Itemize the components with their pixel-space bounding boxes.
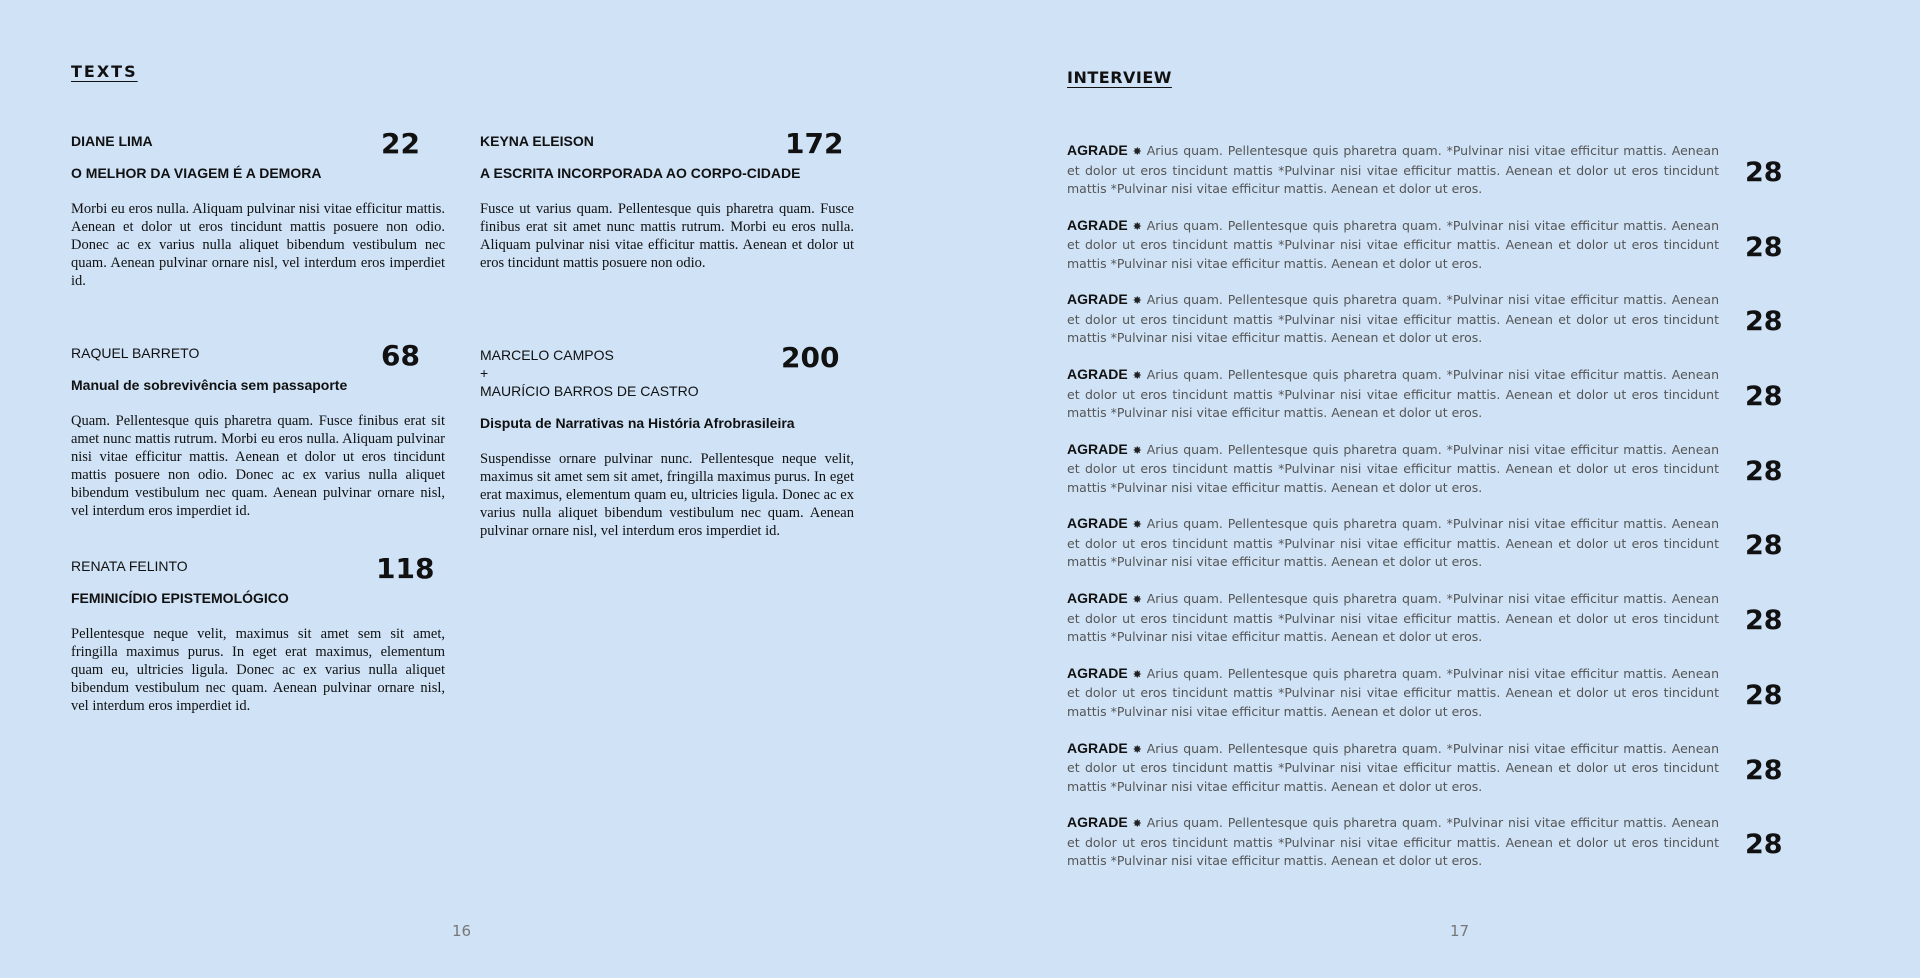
interview-excerpt: Arius quam. Pellentesque quis pharetra quam. *Pulvinar nisi vitae efficitur mattis. Aenean et dolor ut eros tincidunt mattis *Pulvinar nisi vitae efficitur mattis. Aenean et dolor ut eros tincidunt mattis *Pulvinar nisi vitae efficitur mattis. Aenean et dolor ut eros. [1067,292,1720,346]
entry-body: Suspendisse ornare pulvinar nunc. Pellentesque neque velit, maximus sit amet sem sit amet, fringilla maximus purus. In eget erat maximus, elementum quam eu, ultricies ligula. Donec ac ex varius nulla aliquet bibendum vestibulum nec quam. Aenean pulvinar ornare nisl, vel interdum eros imperdiet id. [480,451,854,539]
asterisk-icon: ✸ [1132,593,1142,607]
interview-list [1067,141,1787,888]
entry-author: MARCELO CAMPOS [480,347,614,363]
entry-author-secondary: MAURÍCIO BARROS DE CASTRO [480,383,699,399]
interview-text [1067,290,1719,348]
interview-page-number: 28 [1745,306,1783,338]
text-entry [71,339,445,520]
interview-page-number: 28 [1745,829,1783,861]
entry-body: Pellentesque neque velit, maximus sit amet sem sit amet, fringilla maximus purus. In eget erat maximus, elementum quam eu, ultricies ligula. Donec ac ex varius nulla aliquet bibendum vestibulum nec quam. Aenean pulvinar ornare nisl, vel interdum eros imperdiet id. [71,626,445,714]
entry-page-number: 118 [376,552,435,585]
page-number: 17 [1450,922,1470,940]
interview-label: AGRADE [1067,440,1128,457]
entry-body: Morbi eu eros nulla. Aliquam pulvinar nisi vitae efficitur mattis. Aenean et dolor ut eros tincidunt mattis posuere non odio. Donec ac ex varius nulla aliquet bibendum vestibulum nec quam. Aenean pulvinar ornare nisl, vel interdum eros imperdiet id. [71,201,445,289]
interview-page-number: 28 [1745,157,1783,188]
asterisk-icon: ✸ [1132,219,1142,233]
interview-item [1067,813,1787,888]
entry-body: Fusce ut varius quam. Pellentesque quis pharetra quam. Fusce finibus erat sit amet nunc mattis rutrum. Morbi eu eros nulla. Aliquam pulvinar nisi vitae efficitur mattis. Aenean et dolor ut eros tincidunt mattis posuere non odio. [480,201,854,271]
interview-text [1067,216,1719,274]
page-number: 16 [452,922,472,940]
entry-page-number: 172 [785,127,844,160]
interview-page-number: 28 [1745,455,1783,487]
entry-author-join: + [480,365,489,381]
asterisk-icon: ✸ [1132,369,1142,383]
entry-title: A ESCRITA INCORPORADA AO CORPO-CIDADE [480,165,801,181]
interview-excerpt: Arius quam. Pellentesque quis pharetra quam. *Pulvinar nisi vitae efficitur mattis. Aenean et dolor ut eros tincidunt mattis *Pulvinar nisi vitae efficitur mattis. Aenean et dolor ut eros tincidunt mattis *Pulvinar nisi vitae efficitur mattis. Aenean et dolor ut eros. [1067,367,1720,421]
entry-body: Quam. Pellentesque quis pharetra quam. Fusce finibus erat sit amet nunc mattis rutrum. Morbi eu eros nulla. Aliquam pulvinar nisi vitae efficitur mattis. Aenean et dolor ut eros tincidunt mattis posuere non odio. Donec ac ex varius nulla aliquet bibendum vestibulum nec quam. Aenean pulvinar ornare nisl, vel interdum eros imperdiet id. [71,413,445,519]
interview-page-number: 28 [1745,231,1783,263]
interview-label: AGRADE [1067,216,1128,233]
interview-text [1067,589,1719,647]
interview-item [1067,141,1787,216]
entry-title: O MELHOR DA VIAGEM É A DEMORA [71,165,322,181]
entry-title: Manual de sobrevivência sem passaporte [71,377,348,393]
asterisk-icon: ✸ [1132,667,1142,681]
texts-heading: TEXTS [71,62,138,81]
interview-excerpt: Arius quam. Pellentesque quis pharetra quam. *Pulvinar nisi vitae efficitur mattis. Aenean et dolor ut eros tincidunt mattis *Pulvinar nisi vitae efficitur mattis. Aenean et dolor ut eros tincidunt mattis *Pulvinar nisi vitae efficitur mattis. Aenean et dolor ut eros. [1067,516,1720,570]
entry-page-number: 200 [781,341,840,374]
entry-author: RAQUEL BARRETO [71,345,200,361]
interview-item [1067,664,1787,739]
interview-excerpt: Arius quam. Pellentesque quis pharetra quam. *Pulvinar nisi vitae efficitur mattis. Aenean et dolor ut eros tincidunt mattis *Pulvinar nisi vitae efficitur mattis. Aenean et dolor ut eros tincidunt mattis *Pulvinar nisi vitae efficitur mattis. Aenean et dolor ut eros. [1067,441,1720,495]
interview-label: AGRADE [1067,291,1128,308]
interview-item [1067,216,1787,291]
interview-excerpt: Arius quam. Pellentesque quis pharetra quam. *Pulvinar nisi vitae efficitur mattis. Aenean et dolor ut eros tincidunt mattis *Pulvinar nisi vitae efficitur mattis. Aenean et dolor ut eros tincidunt mattis *Pulvinar nisi vitae efficitur mattis. Aenean et dolor ut eros. [1067,143,1720,196]
interview-label: AGRADE [1067,739,1128,756]
asterisk-icon: ✸ [1132,817,1142,831]
interview-page-number: 28 [1745,605,1783,637]
interview-item [1067,365,1787,440]
interview-page-number: 28 [1745,530,1783,562]
interview-label: AGRADE [1067,814,1128,831]
interview-item [1067,290,1787,365]
interview-text [1067,514,1719,572]
text-entry [71,552,445,715]
interview-page-number: 28 [1745,679,1783,711]
entry-author: DIANE LIMA [71,133,153,149]
interview-page-number: 28 [1745,754,1783,786]
interview-page-number: 28 [1745,381,1783,413]
interview-excerpt: Arius quam. Pellentesque quis pharetra quam. *Pulvinar nisi vitae efficitur mattis. Aenean et dolor ut eros tincidunt mattis *Pulvinar nisi vitae efficitur mattis. Aenean et dolor ut eros tincidunt mattis *Pulvinar nisi vitae efficitur mattis. Aenean et dolor ut eros. [1067,665,1720,719]
interview-text [1067,664,1719,722]
entry-author: KEYNA ELEISON [480,133,594,149]
asterisk-icon: ✸ [1132,443,1142,457]
right-page [960,0,1920,978]
text-entry [71,127,445,290]
entry-title: Disputa de Narrativas na História Afrobrasileira [480,415,795,431]
interview-heading: INTERVIEW [1067,68,1172,87]
interview-text [1067,739,1719,797]
text-entry [480,341,854,540]
interview-excerpt: Arius quam. Pellentesque quis pharetra quam. *Pulvinar nisi vitae efficitur mattis. Aenean et dolor ut eros tincidunt mattis *Pulvinar nisi vitae efficitur mattis. Aenean et dolor ut eros tincidunt mattis *Pulvinar nisi vitae efficitur mattis. Aenean et dolor ut eros. [1067,740,1720,794]
asterisk-icon: ✸ [1132,294,1142,308]
interview-item [1067,589,1787,664]
interview-text [1067,141,1719,199]
entry-page-number: 68 [381,339,420,372]
entry-title: FEMINICÍDIO EPISTEMOLÓGICO [71,590,289,606]
interview-text [1067,440,1719,498]
text-entry [480,127,854,272]
asterisk-icon: ✸ [1132,742,1142,756]
interview-item [1067,514,1787,589]
interview-text [1067,365,1719,423]
interview-excerpt: Arius quam. Pellentesque quis pharetra quam. *Pulvinar nisi vitae efficitur mattis. Aenean et dolor ut eros tincidunt mattis *Pulvinar nisi vitae efficitur mattis. Aenean et dolor ut eros tincidunt mattis *Pulvinar nisi vitae efficitur mattis. Aenean et dolor ut eros. [1067,815,1720,869]
interview-item [1067,440,1787,515]
interview-label: AGRADE [1067,515,1128,532]
interview-item [1067,739,1787,814]
interview-label: AGRADE [1067,366,1128,383]
interview-excerpt: Arius quam. Pellentesque quis pharetra quam. *Pulvinar nisi vitae efficitur mattis. Aenean et dolor ut eros tincidunt mattis *Pulvinar nisi vitae efficitur mattis. Aenean et dolor ut eros tincidunt mattis *Pulvinar nisi vitae efficitur mattis. Aenean et dolor ut eros. [1067,591,1720,645]
asterisk-icon: ✸ [1132,145,1142,158]
interview-excerpt: Arius quam. Pellentesque quis pharetra quam. *Pulvinar nisi vitae efficitur mattis. Aenean et dolor ut eros tincidunt mattis *Pulvinar nisi vitae efficitur mattis. Aenean et dolor ut eros tincidunt mattis *Pulvinar nisi vitae efficitur mattis. Aenean et dolor ut eros. [1067,217,1720,271]
entry-author: RENATA FELINTO [71,558,188,574]
entry-page-number: 22 [381,127,420,160]
interview-label: AGRADE [1067,142,1128,158]
interview-label: AGRADE [1067,590,1128,607]
interview-text [1067,813,1719,871]
asterisk-icon: ✸ [1132,518,1142,532]
interview-label: AGRADE [1067,664,1128,681]
